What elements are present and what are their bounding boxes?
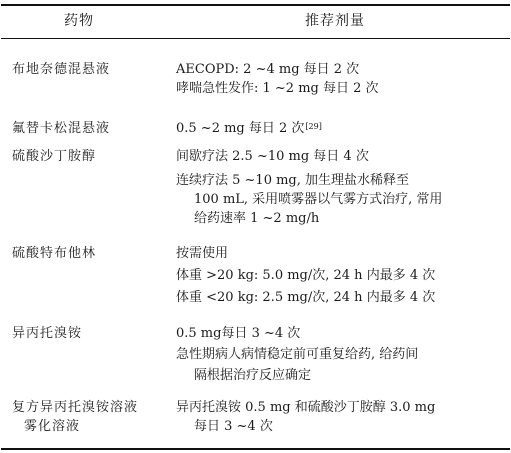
dose-line: 哮喘急性发作: 1 ~2 mg 每日 2 次 [176,81,379,96]
dose-line: 体重 >20 kg: 5.0 mg/次, 24 h 内最多 4 次 [176,268,436,283]
dose-text: 每日 3 ~4 次 [194,419,273,434]
header-dose: 推荐剂量 [305,13,365,29]
table-bottom-rule [1,448,510,450]
citation-superscript: [29] [305,122,322,131]
dose-line: 急性期病人病情稳定前可重复给药, 给药间 [176,347,419,362]
drug-name: 硫酸沙丁胺醇 [12,149,97,164]
dose-line: 0.5 mg每日 3 ~4 次 [176,326,301,341]
dose-text: 隔根据治疗反应确定 [194,368,312,383]
drug-name: 雾化溶液 [24,419,81,434]
dose-line [176,191,442,209]
drug-name: 异丙托溴铵 [12,326,83,341]
dose-line: 体重 <20 kg: 2.5 mg/次, 24 h 内最多 4 次 [176,290,436,305]
table-header-rule [1,38,510,39]
dose-line: AECOPD: 2 ~4 mg 每日 2 次 [176,62,360,77]
dose-line [176,120,322,138]
dose-text: 100 mL, 采用喷雾器以气雾方式治疗, 常用 [194,192,443,207]
dose-line [176,367,311,385]
dose-line: 间歇疗法 2.5 ~10 mg 每日 4 次 [176,149,369,164]
dose-line: 按需使用 [176,246,229,261]
dose-line [176,418,273,436]
drug-name: 氟替卡松混悬液 [12,121,111,136]
dose-text: 0.5 ~2 mg 每日 2 次 [176,121,305,136]
dose-line [176,210,319,228]
dose-line: 连续疗法 5 ~10 mg, 加生理盐水稀释至 [176,173,410,188]
drug-name: 复方异丙托溴铵溶液 [12,400,139,415]
drug-name: 硫酸特布他林 [12,246,97,261]
dose-line: 异丙托溴铵 0.5 mg 和硫酸沙丁胺醇 3.0 mg [176,400,436,415]
dose-text: 给药速率 1 ~2 mg/h [194,211,320,226]
header-drug: 药物 [64,13,94,29]
drug-name: 布地奈德混悬液 [12,62,111,77]
table-top-rule [1,4,510,6]
